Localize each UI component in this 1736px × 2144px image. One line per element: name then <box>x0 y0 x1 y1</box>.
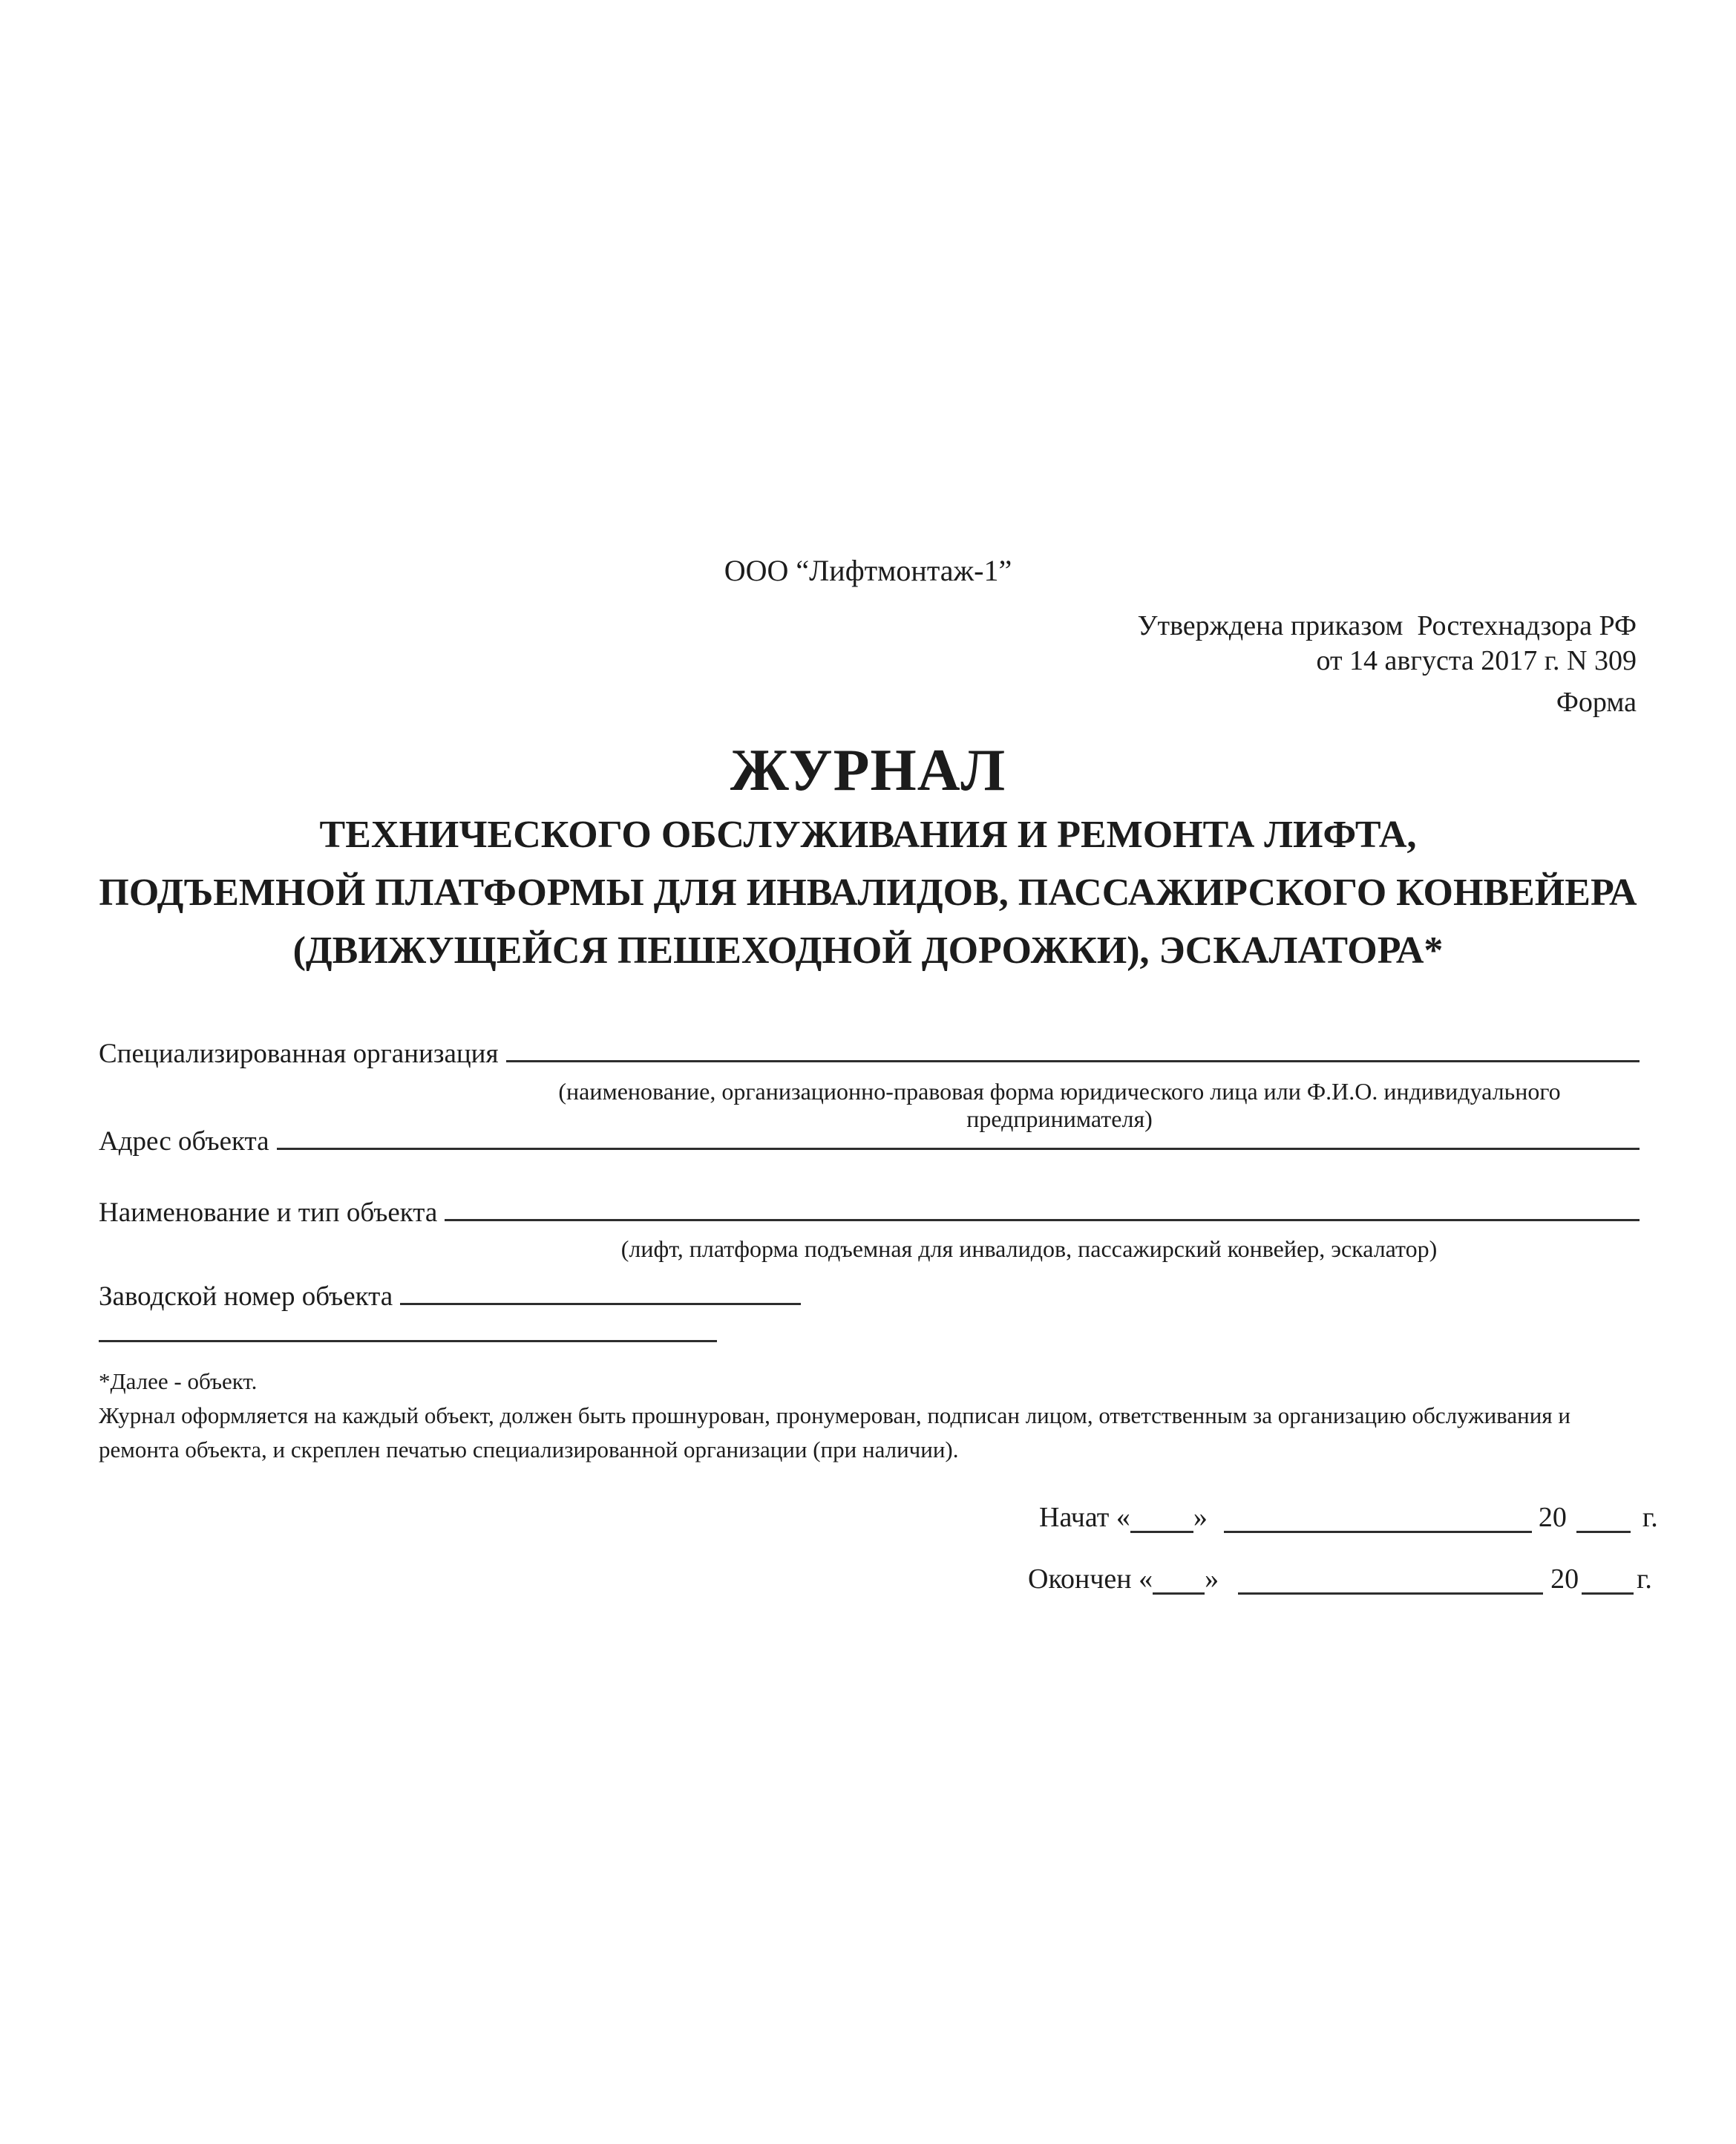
org-name: ООО “Лифтмонтаж-1” <box>724 554 1012 587</box>
started-day-blank <box>1130 1531 1193 1533</box>
journal-subtitle <box>0 806 1736 980</box>
field-label-specialized-org: Специализированная организация <box>99 1039 499 1069</box>
finished-quote-open: « <box>1139 1563 1153 1595</box>
approval-line-2: от 14 августа 2017 г. N 309 <box>1316 645 1637 676</box>
finished-year-blank <box>1582 1592 1634 1595</box>
footnote-block <box>99 1364 1639 1467</box>
finished-century: 20 <box>1550 1563 1579 1595</box>
approval-block <box>1138 609 1637 720</box>
field-row-serial-number <box>99 1281 1640 1313</box>
footnote-body: Журнал оформляется на каждый объект, должен быть прошнурован, пронумерован, подписан лицом, ответственным за организацию обслуживания и ремонта объекта, и скреплен печатью специализированной организации (при наличии). <box>99 1402 1570 1462</box>
footnote-asterisk-line: *Далее - объект. <box>99 1368 258 1394</box>
field-label-address: Адрес объекта <box>99 1126 269 1157</box>
started-century: 20 <box>1538 1502 1567 1533</box>
journal-title: ЖУРНАЛ <box>730 738 1006 803</box>
finished-day-blank <box>1153 1592 1205 1595</box>
approval-line-1: Утверждена приказом Ростехнадзора РФ <box>1137 610 1637 641</box>
started-year-suffix: г. <box>1642 1502 1658 1533</box>
field-blank-address <box>277 1148 1640 1150</box>
started-quote-close: » <box>1193 1502 1208 1533</box>
field-blank-specialized-org <box>506 1060 1640 1062</box>
field-row-name-type <box>99 1197 1640 1229</box>
finished-row <box>1028 1563 1652 1595</box>
field-caption-specialized-org: (наименование, организационно-правовая форма юридического лица или Ф.И.О. индивидуального предпринимателя) <box>558 1078 1561 1132</box>
field-blank-name-type <box>445 1219 1640 1221</box>
field-row-specialized-org <box>99 1038 1640 1070</box>
finished-quote-close: » <box>1205 1563 1219 1595</box>
field-label-name-type: Наименование и тип объекта <box>99 1197 438 1228</box>
started-word: Начат <box>1039 1502 1110 1533</box>
finished-word: Окончен <box>1028 1563 1132 1595</box>
continuation-line <box>99 1340 717 1342</box>
started-row <box>1039 1501 1658 1534</box>
started-month-blank <box>1224 1531 1532 1533</box>
journal-subtitle-line-1: ТЕХНИЧЕСКОГО ОБСЛУЖИВАНИЯ И РЕМОНТА ЛИФТА, <box>319 814 1417 856</box>
field-caption-name-type: (лифт, платформа подъемная для инвалидов, пассажирский конвейер, эскалатор) <box>620 1235 1438 1262</box>
journal-subtitle-line-2: ПОДЪЕМНОЙ ПЛАТФОРМЫ ДЛЯ ИНВАЛИДОВ, ПАССАЖИРСКОГО КОНВЕЙЕРА <box>99 872 1637 914</box>
field-label-serial-number: Заводской номер объекта <box>99 1281 393 1312</box>
started-quote-open: « <box>1116 1502 1130 1533</box>
finished-month-blank <box>1238 1592 1543 1595</box>
finished-year-suffix: г. <box>1637 1563 1652 1595</box>
field-row-address <box>99 1125 1640 1157</box>
journal-subtitle-line-3: (ДВИЖУЩЕЙСЯ ПЕШЕХОДНОЙ ДОРОЖКИ), ЭСКАЛАТОРА* <box>292 929 1444 972</box>
form-label: Форма <box>1556 687 1637 718</box>
field-blank-serial-number <box>400 1303 801 1305</box>
started-year-blank <box>1576 1531 1631 1533</box>
